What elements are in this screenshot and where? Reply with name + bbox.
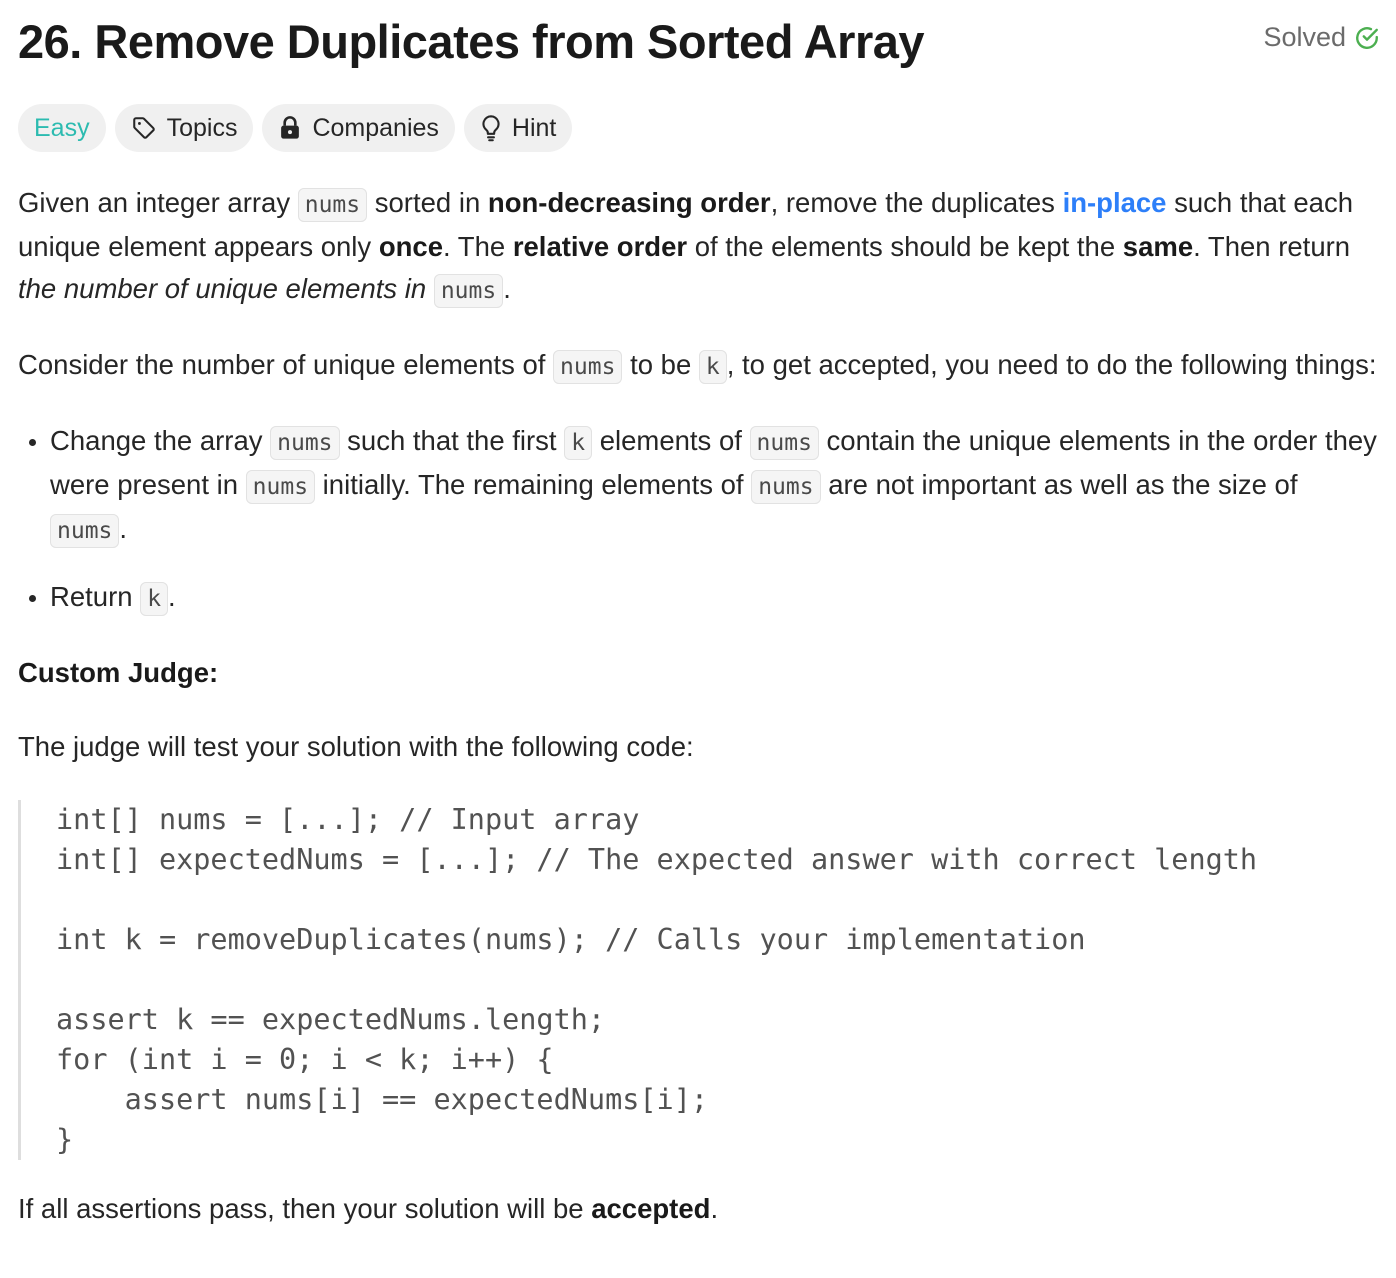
judge-heading: Custom Judge: [18,657,219,688]
description-paragraph: Given an integer array nums sorted in non-decreasing order, remove the duplicates in-place such that each unique element appears only once. The relative order of the elements should be kept the same. Then return the number of unique elements in nums . [18,182,1378,312]
inline-code: k [564,426,592,460]
judge-intro: The judge will test your solution with the following code: [18,731,694,762]
list-item: • Return k . [50,576,1378,620]
bold-text: relative order [512,231,688,262]
tag-bar [18,104,572,152]
difficulty-badge[interactable] [18,104,106,152]
inline-code: nums [270,426,339,460]
judge-code-block: int[] nums = [...]; // Input array int[] expectedNums = [...]; // The expected answer with correct length int k = removeDuplicates(nums); // Calls your implementation assert k == expectedNums.length; for (int i = 0; i < k; i++) { assert nums[i] == expectedNums[i]; } [18,800,1378,1160]
problem-title: 26. Remove Duplicates from Sorted Array [18,15,925,68]
solved-label: Solved [1263,22,1346,52]
acceptance-note: If all assertions pass, then your solution will be accepted. [18,1193,719,1224]
bold-text: accepted [591,1193,711,1224]
tag-icon [131,115,157,141]
inline-code: nums [751,470,820,504]
inline-code: nums [750,426,819,460]
inline-code: nums [298,188,367,222]
lock-icon [278,115,302,141]
inline-code: nums [50,514,119,548]
problem-description [18,182,1378,1230]
topics-label: Topics [166,113,238,142]
lightbulb-icon [480,114,502,142]
topics-button[interactable] [115,104,254,152]
requirements-list [18,420,1378,620]
bold-text: once [378,231,443,262]
bold-text: non-decreasing order [487,187,771,218]
in-place-link[interactable]: in-place [1062,187,1167,218]
italic-text: the number of unique elements in [18,273,427,304]
companies-label: Companies [312,113,439,142]
hint-label: Hint [511,113,557,142]
check-circle-icon [1354,25,1380,51]
list-item: • Change the array nums such that the first k elements of nums contain the unique elements in the order they were present in nums initially. The remaining elements of nums are not important as well as the size of nums . [50,420,1378,552]
bold-text: same [1122,231,1194,262]
inline-code: k [699,350,727,384]
inline-code: nums [434,274,503,308]
inline-code: nums [553,350,622,384]
description-paragraph: Consider the number of unique elements of nums to be k , to get accepted, you need to do the following things: [18,344,1378,388]
companies-button[interactable] [262,104,454,152]
inline-code: nums [246,470,315,504]
inline-code: k [140,582,168,616]
hint-button[interactable] [464,104,572,152]
difficulty-label: Easy [34,113,90,142]
solved-status [1263,22,1380,53]
